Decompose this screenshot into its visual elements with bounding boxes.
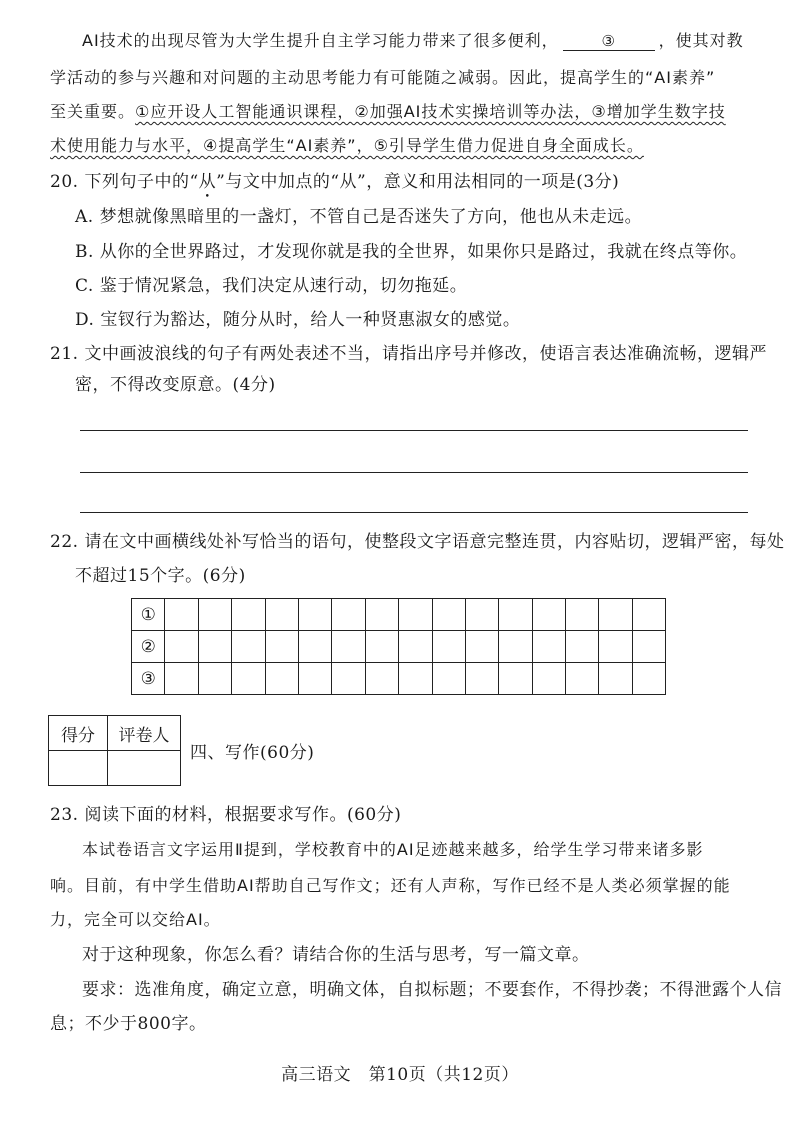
writing-requirements-cont: 息；不少于800字。 <box>50 1014 207 1034</box>
q20-stem-text: ”与文中加点的“从”，意义和用法相同的一项是(3分) <box>216 172 620 192</box>
grid-cell <box>399 663 432 695</box>
material-line-1: 本试卷语言文字运用Ⅱ提到，学校教育中的AI足迹越来越多，给学生学习带来诸多影 <box>82 840 704 859</box>
score-label: 得分 <box>49 716 108 751</box>
grid-cell <box>332 599 365 631</box>
grid-cell <box>566 631 599 663</box>
grid-cell <box>198 663 231 695</box>
grid-cell <box>599 599 632 631</box>
passage-line-4 <box>50 135 644 157</box>
wavy-underlined-sentence: 术使用能力与水平，④提高学生“AI素养”，⑤引导学生借力促进自身全面成长。 <box>50 136 644 155</box>
grader-label: 评卷人 <box>108 716 181 751</box>
grid-cell <box>265 631 298 663</box>
grid-cell <box>566 663 599 695</box>
grid-cell <box>632 663 665 695</box>
grid-cell <box>265 663 298 695</box>
grid-cell <box>499 631 532 663</box>
passage-text: AI技术的出现尽管为大学生提升自主学习能力带来了很多便利， <box>82 31 559 50</box>
question-20-option-b: B. 从你的全世界路过，才发现你就是我的全世界，如果你只是路过，我就在终点等你。 <box>75 242 748 262</box>
grid-cell <box>399 599 432 631</box>
grid-cell <box>165 599 198 631</box>
grid-cell <box>499 663 532 695</box>
grid-cell <box>632 631 665 663</box>
grid-cell <box>365 599 398 631</box>
grid-cell <box>532 631 565 663</box>
grid-cell <box>499 599 532 631</box>
score-field <box>49 751 108 786</box>
writing-requirements: 要求：选准角度，确定立意，明确文体，自拟标题；不要套作，不得抄袭；不得泄露个人信 <box>82 980 782 1000</box>
question-22-stem: 22. 请在文中画横线处补写恰当的语句，使整段文字语意完整连贯，内容贴切，逻辑严密，每处 <box>50 532 785 552</box>
answer-grid <box>131 598 666 695</box>
grid-cell <box>465 599 498 631</box>
passage-text: 至关重要。 <box>50 102 136 121</box>
page-footer: 高三语文 第10页（共12页） <box>281 1065 519 1085</box>
question-20-stem <box>50 171 619 202</box>
grid-cell <box>365 631 398 663</box>
row-label: ③ <box>132 663 165 695</box>
passage-text: ，使其对教 <box>658 31 744 50</box>
passage-line-2: 学活动的参与兴趣和对问题的主动思考能力有可能随之减弱。因此，提高学生的“AI素养” <box>50 68 716 87</box>
answer-line <box>80 512 748 513</box>
passage-line-1 <box>82 30 744 52</box>
grid-cell <box>432 631 465 663</box>
writing-prompt: 对于这种现象，你怎么看？请结合你的生活与思考，写一篇文章。 <box>82 945 590 965</box>
grid-cell <box>165 631 198 663</box>
question-20-option-a: A. 梦想就像黑暗里的一盏灯，不管自己是否迷失了方向，他也从未走远。 <box>75 207 643 227</box>
grid-cell <box>465 663 498 695</box>
question-23-stem: 23. 阅读下面的材料，根据要求写作。(60分) <box>50 805 402 825</box>
answer-line <box>80 430 748 431</box>
answer-grid-row <box>132 631 666 663</box>
grid-cell <box>232 631 265 663</box>
grid-cell <box>332 631 365 663</box>
material-line-3: 力，完全可以交给AI。 <box>50 910 221 929</box>
section-4-title: 四、写作(60分) <box>190 743 315 763</box>
grid-cell <box>232 663 265 695</box>
grid-cell <box>298 663 331 695</box>
grid-cell <box>566 599 599 631</box>
q20-stem-text: 20. 下列句子中的“ <box>50 172 199 192</box>
material-line-2: 响。目前，有中学生借助AI帮助自己写作文；还有人声称，写作已经不是人类必须掌握的能 <box>50 876 731 895</box>
grader-field <box>108 751 181 786</box>
question-21-stem-cont: 密，不得改变原意。(4分) <box>75 375 276 395</box>
grid-cell <box>198 631 231 663</box>
grid-cell <box>332 663 365 695</box>
passage-line-3 <box>50 101 726 123</box>
row-label: ① <box>132 599 165 631</box>
grid-cell <box>365 663 398 695</box>
answer-blank-3: ③ <box>563 32 655 51</box>
answer-line <box>80 472 748 473</box>
question-22-stem-cont: 不超过15个字。(6分) <box>75 566 246 586</box>
grid-cell <box>298 599 331 631</box>
grid-cell <box>599 631 632 663</box>
grid-cell <box>432 599 465 631</box>
grid-cell <box>599 663 632 695</box>
row-label: ② <box>132 631 165 663</box>
grid-cell <box>298 631 331 663</box>
grid-cell <box>432 663 465 695</box>
score-box <box>48 715 181 786</box>
grid-cell <box>198 599 231 631</box>
question-20-option-c: C. 鉴于情况紧急，我们决定从速行动，切勿拖延。 <box>75 276 468 296</box>
grid-cell <box>265 599 298 631</box>
grid-cell <box>532 599 565 631</box>
dotted-character: 从 <box>198 172 217 192</box>
grid-cell <box>232 599 265 631</box>
grid-cell <box>632 599 665 631</box>
grid-cell <box>532 663 565 695</box>
grid-cell <box>165 663 198 695</box>
question-21-stem: 21. 文中画波浪线的句子有两处表述不当，请指出序号并修改，使语言表达准确流畅，逻辑严 <box>50 344 767 364</box>
grid-cell <box>465 631 498 663</box>
question-20-option-d: D. 宝钗行为豁达，随分从时，给人一种贤惠淑女的感觉。 <box>75 310 521 330</box>
answer-grid-row <box>132 599 666 631</box>
answer-grid-row <box>132 663 666 695</box>
wavy-underlined-sentence: ①应开设人工智能通识课程，②加强AI技术实操培训等办法，③增加学生数字技 <box>135 102 726 121</box>
grid-cell <box>399 631 432 663</box>
